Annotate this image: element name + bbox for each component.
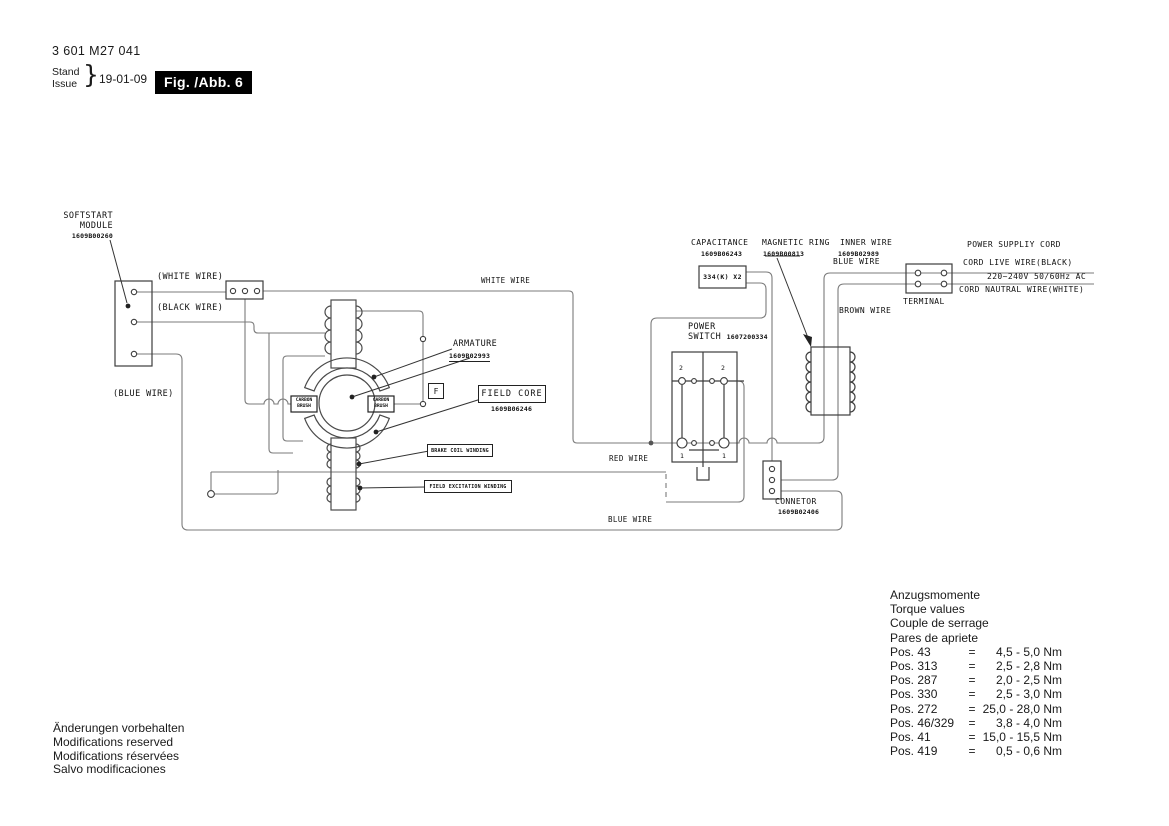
cord-neutral-label: CORD NAUTRAL WIRE(WHITE) [959,285,1085,294]
cord-live-label: CORD LIVE WIRE(BLACK) [963,258,1073,267]
carbon-brush-right-label: CARBON BRUSH [372,398,390,409]
torque-heading-es: Pares de apriete [890,630,979,645]
issue-date: 19-01-09 [99,72,148,86]
connector-label: CONNETOR [775,497,817,506]
white-wire-paren-label: (WHITE WIRE) [157,272,224,282]
torque-row: Pos. 313 = 2,5 - 2,8 Nm [890,659,1062,674]
f-box: F [428,383,444,399]
torque-row: Pos. 41 = 15,0 - 15,5 Nm [890,730,1062,745]
blue-wire-paren-label: (BLUE WIRE) [113,389,174,399]
torque-row: Pos. 287 = 2,0 - 2,5 Nm [890,673,1062,688]
capacitance-label: CAPACITANCE [691,238,749,247]
magnetic-ring-box [811,347,850,415]
stand-label: Stand [52,66,80,78]
field-core-label: FIELD CORE [478,385,546,403]
magnetic-ring-label: MAGNETIC RING [762,238,830,247]
torque-row: Pos. 330 = 2,5 - 3,0 Nm [890,687,1062,702]
capacitance-part: 1609B06243 [701,250,743,258]
figure-badge: Fig. /Abb. 6 [155,71,252,94]
capacitor-lead-a [746,272,772,461]
connector-part: 1609B02406 [778,508,820,516]
brake-coil-label: BRAKE COIL WINDING [427,444,493,457]
red-wire-label: RED WIRE [609,454,649,463]
armature-label: ARMATURE [453,339,498,349]
magnetic-ring-leader [777,258,810,343]
modifications-note: Änderungen vorbehalten Modifications reserved Modifications réservées Salvo modificaciones [53,721,185,777]
cord-voltage-label: 220~240V 50/60Hz AC [987,272,1087,281]
black-wire-path [136,322,325,333]
softstart-part: 1609B00260 [71,232,113,240]
switch-pole-1-left: 1 [680,452,685,460]
brake-coil-leader [359,451,429,464]
power-switch-label: POWER SWITCH 1607200334 [688,322,768,342]
switch-pole-2-left: 2 [679,364,684,372]
blue-wire-top-label: BLUE WIRE [833,257,880,266]
torque-row: Pos. 46/329 = 3,8 - 4,0 Nm [890,715,1062,730]
power-cord-title: POWER SUPPLIY CORD [967,240,1061,249]
softstart-label: SOFTSTART MODULE 1609B00260 [56,211,113,241]
torque-heading-en: Torque values [890,602,965,617]
field-excitation-leader [360,487,426,488]
torque-row: Pos. 43 = 4,5 - 5,0 Nm [890,644,1062,659]
field-core-part: 1609B06246 [491,405,533,413]
ring-arrowhead [803,334,812,347]
torque-row: Pos. 419 = 0,5 - 0,6 Nm [890,744,1062,759]
junction-dot [649,441,654,446]
terminal-label: TERMINAL [903,297,945,306]
power-switch-part: 1607200334 [726,333,768,341]
torque-row: Pos. 272 = 25,0 - 28,0 Nm [890,701,1062,716]
field-excitation-label: FIELD EXCITATION WINDING [424,480,512,493]
armature-part: 1609B02993 [449,352,491,360]
torque-heading-fr: Couple de serrage [890,616,989,631]
capacitor-value: 334(K) X2 [703,273,742,281]
capacitor-lead-b [651,283,766,441]
block-drop-path [245,299,291,404]
brown-wire-label: BROWN WIRE [839,306,892,315]
terminal-box [906,264,952,293]
carbon-brush-left-label: CARBON BRUSH [295,398,313,409]
inner-wire-label: INNER WIRE [840,238,893,247]
blue-wire-bottom-label: BLUE WIRE [608,515,653,524]
brace-glyph: } [83,60,99,89]
magnetic-ring-part: 1609B00813 [763,250,805,258]
document-number: 3 601 M27 041 [52,44,141,58]
black-wire-paren-label: (BLACK WIRE) [157,303,224,313]
inner-wire-part: 1609B02989 [838,250,880,258]
softstart-leader [110,240,127,303]
issue-label: Issue [52,78,78,90]
torque-heading-de: Anzugsmomente [890,588,981,602]
switch-pole-1-right: 1 [722,452,727,460]
torque-table [890,588,1062,758]
switch-pole-2-right: 2 [721,364,726,372]
white-wire-label: WHITE WIRE [481,276,531,285]
